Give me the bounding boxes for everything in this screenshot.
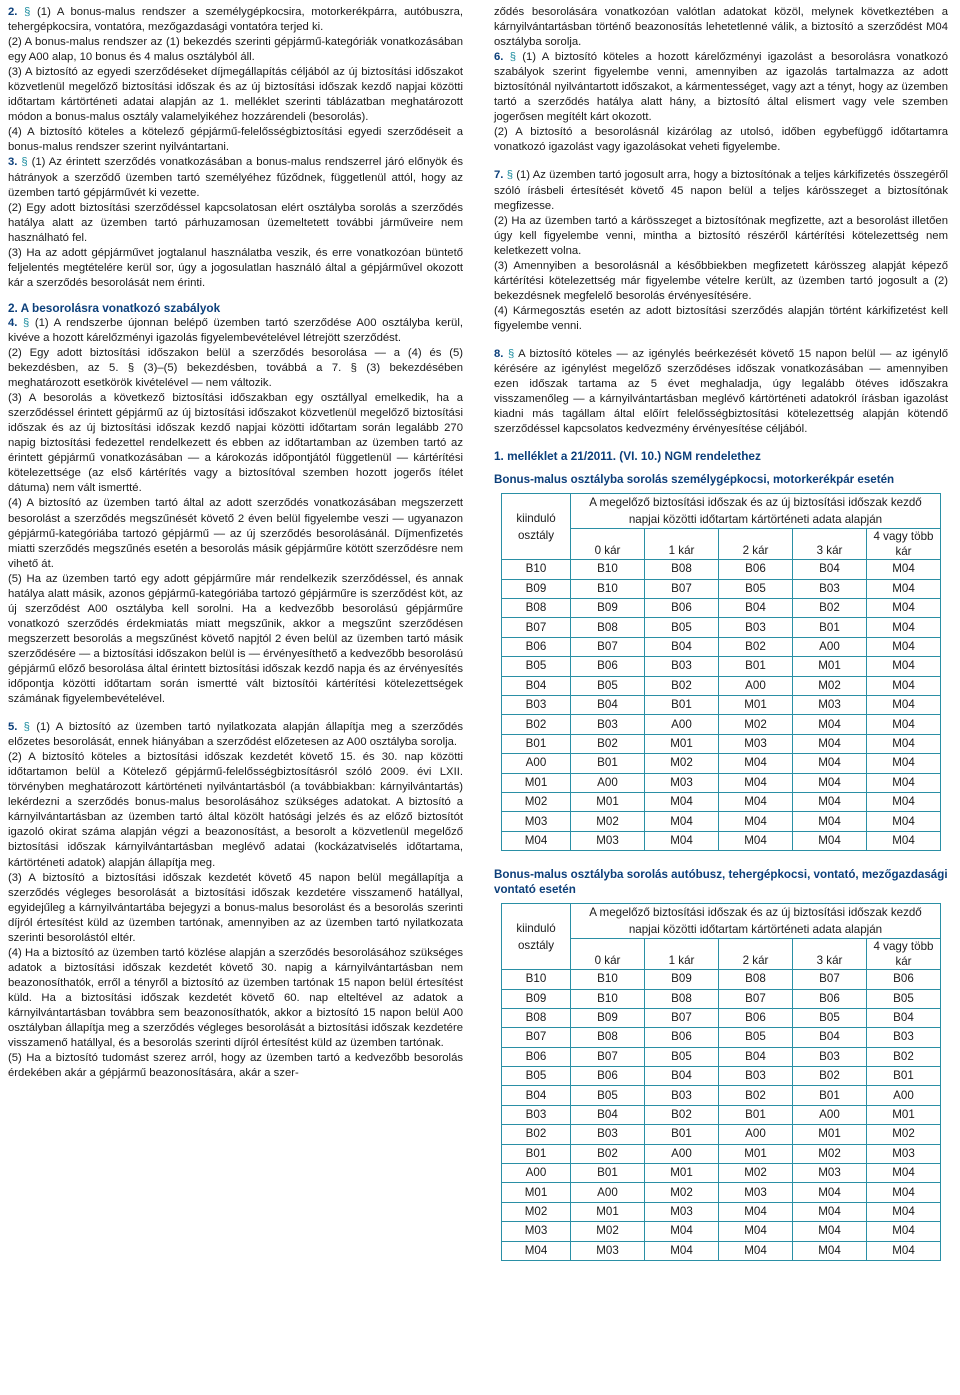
- result-class-cell: M01: [719, 696, 793, 715]
- result-class-cell: M04: [793, 812, 867, 831]
- result-class-cell: B04: [793, 560, 867, 579]
- paragraph: [8, 316, 463, 346]
- result-class-cell: B01: [571, 1164, 645, 1183]
- table-row: [502, 1241, 941, 1260]
- result-class-cell: M04: [867, 754, 941, 773]
- table-row: [502, 831, 941, 850]
- right-column-text: [494, 5, 948, 437]
- start-class-cell: B06: [502, 637, 571, 656]
- result-class-cell: B03: [719, 618, 793, 637]
- result-class-cell: M03: [645, 1202, 719, 1221]
- result-class-cell: B09: [645, 970, 719, 989]
- paragraph: [494, 347, 948, 437]
- result-class-cell: M04: [867, 618, 941, 637]
- result-class-cell: B06: [645, 599, 719, 618]
- table-row: [502, 676, 941, 695]
- header-claims-count: 3 kár: [793, 939, 867, 970]
- result-class-cell: M04: [867, 1183, 941, 1202]
- section-sign: §: [17, 6, 31, 18]
- table-row: [502, 1125, 941, 1144]
- result-class-cell: M01: [571, 792, 645, 811]
- paragraph-text: (2) Egy adott biztosítási szerződéssel kapcsolatosan elért osztályba sorolás a szerződés hatálya alatt az üzemben tartó párhuzamosan üzemeltetett további járműveire nem használható fel.: [8, 201, 463, 244]
- table-row: [502, 1008, 941, 1027]
- table-row: [502, 618, 941, 637]
- paragraph: [494, 168, 948, 213]
- result-class-cell: B06: [793, 989, 867, 1008]
- result-class-cell: B07: [719, 989, 793, 1008]
- paragraph: [8, 5, 463, 35]
- result-class-cell: M04: [793, 1183, 867, 1202]
- header-claims-count: 0 kár: [571, 939, 645, 970]
- result-class-cell: M02: [645, 754, 719, 773]
- paragraph-text: (3) A biztosító az egyedi szerződéseket díjmegállapítás céljából az új biztosítási időszakot közvetlenül megelőző biztosítási időszak és az új biztosítási időszak kezdő napjai közötti időtartam kártörténeti adatai alapján az 1. melléklet szerinti táblázatban meghatározott módon a bonus-malus osztály valamelyikéhez hozzárendeli (besorolás).: [8, 66, 463, 124]
- result-class-cell: B08: [645, 560, 719, 579]
- start-class-cell: B03: [502, 696, 571, 715]
- table-row: [502, 754, 941, 773]
- result-class-cell: M04: [867, 676, 941, 695]
- start-class-cell: B10: [502, 560, 571, 579]
- start-class-cell: A00: [502, 754, 571, 773]
- annex-title: 1. melléklet a 21/2011. (VI. 10.) NGM rendelethez: [494, 449, 761, 464]
- paragraph: [8, 572, 463, 707]
- result-class-cell: M04: [867, 1202, 941, 1221]
- result-class-cell: B05: [793, 1008, 867, 1027]
- result-class-cell: M04: [867, 637, 941, 656]
- start-class-cell: M03: [502, 812, 571, 831]
- result-class-cell: M04: [867, 657, 941, 676]
- paragraph: [8, 871, 463, 946]
- result-class-cell: B05: [867, 989, 941, 1008]
- paragraph: [494, 50, 948, 125]
- table-row: [502, 696, 941, 715]
- result-class-cell: M04: [867, 734, 941, 753]
- paragraph: [494, 304, 948, 334]
- result-class-cell: B06: [719, 560, 793, 579]
- paragraph-text: (2) A biztosító a besorolásnál kizárólag az utolsó, időben egybefüggő időtartamra vonatkozó igazolást vagy igazolásokat veheti figyelembe.: [494, 126, 948, 154]
- result-class-cell: M04: [645, 792, 719, 811]
- start-class-cell: A00: [502, 1164, 571, 1183]
- paragraph: [8, 346, 463, 391]
- result-class-cell: B10: [571, 989, 645, 1008]
- result-class-cell: B07: [571, 1047, 645, 1066]
- result-class-cell: A00: [645, 1144, 719, 1163]
- paragraph-text: (2) Egy adott biztosítási időszakon belül a szerződés besorolása — a (4) és (5) bekezdésben, az 5. § (3)–(5) bekezdésben, továbbá a 7. § (3) bekezdésében meghatározott esetkörök kivételével — nem változik.: [8, 346, 463, 390]
- paragraph-text: (1) A rendszerbe újonnan belépő üzemben tartó szerződése A00 osztályba kerül, kivéve a hozott kárelőzményi igazolás figyelembevételével létrejött szerződést.: [8, 316, 463, 344]
- result-class-cell: M01: [571, 1202, 645, 1221]
- result-class-cell: M04: [719, 773, 793, 792]
- result-class-cell: M04: [719, 812, 793, 831]
- table-row: [502, 657, 941, 676]
- header-claims-count: 1 kár: [645, 529, 719, 560]
- result-class-cell: B02: [793, 1067, 867, 1086]
- result-class-cell: M04: [719, 1241, 793, 1260]
- result-class-cell: M01: [793, 1125, 867, 1144]
- paragraph-text: (2) A bonus-malus rendszer az (1) bekezdés szerinti gépjármű-kategóriák vonatkozásában egy A00 alap, 10 bonus és 4 malus osztályból áll.: [8, 36, 463, 64]
- table-row: [502, 560, 941, 579]
- paragraph: [8, 750, 463, 870]
- result-class-cell: B05: [645, 618, 719, 637]
- result-class-cell: M04: [645, 1222, 719, 1241]
- start-class-cell: B01: [502, 734, 571, 753]
- result-class-cell: B02: [719, 637, 793, 656]
- paragraph-text: (4) Ha a biztosító az üzemben tartó közlése alapján a szerződés besorolásához szükséges adatok a biztosítási időszak kezdetét követő 30. napig a kárnyilvántartásban nem beazonosíthatók, erről a tényről a biztosító az üzemben tartónak 15 napon belül értesítést küld. Ha a biztosítási időszak kezdetét követő 60. nap elteltével az adatok a kárnyilvántartásban továbbra sem beazonosíthatók, akkor a biztosító 15 napon belül A00 osztályban állapítja meg a szerződés végleges besorolását a biztosítási időszak kezdetére visszamenő hatállyal, és a besorolás szerinti díjról értesítést küld az üzemben tartónak.: [8, 946, 463, 1050]
- result-class-cell: B02: [645, 676, 719, 695]
- result-class-cell: B02: [867, 1047, 941, 1066]
- header-claims-count: 4 vagy több kár: [867, 529, 941, 560]
- table-row: [502, 1067, 941, 1086]
- result-class-cell: M04: [645, 1241, 719, 1260]
- table-row: [502, 1202, 941, 1221]
- section-sign: §: [17, 316, 30, 329]
- section-sign: §: [503, 347, 515, 360]
- paragraph-text: (3) A biztosító a biztosítási időszak kezdetét követő 45 napon belül megállapítja a szerződés végleges besorolását a biztosítási időszak kezdetére visszamenő hatállyal, egyidejűleg a kárnyilvántartába bejegyzi a bonus-malus besorolást és a besorolás szerinti díjról értesítést küld az üzemben tartónak, amennyiben az az üzemben tartó nyilatkozata szerinti besorolástól eltér.: [8, 871, 463, 944]
- result-class-cell: M04: [793, 754, 867, 773]
- paragraph-text: (3) Ha az adott gépjárművet jogtalanul használatba veszik, és erre vonatkozóan büntető feljelentés megtételére kerül sor, úgy a jogosulatlan használó által a gépjárművel okozott kár a szerződés besorolását nem érinti.: [8, 246, 463, 289]
- result-class-cell: B07: [645, 1008, 719, 1027]
- result-class-cell: M04: [867, 560, 941, 579]
- result-class-cell: M02: [719, 1164, 793, 1183]
- section-number: 5.: [8, 721, 18, 734]
- result-class-cell: B03: [867, 1028, 941, 1047]
- table-row: [502, 637, 941, 656]
- result-class-cell: M04: [793, 831, 867, 850]
- result-class-cell: M04: [793, 1241, 867, 1260]
- section-sign: §: [503, 169, 513, 182]
- result-class-cell: M03: [793, 1164, 867, 1183]
- table-row: [502, 715, 941, 734]
- result-class-cell: M01: [645, 1164, 719, 1183]
- table-row: [502, 1086, 941, 1105]
- start-class-cell: B06: [502, 1047, 571, 1066]
- start-class-cell: B01: [502, 1144, 571, 1163]
- header-claims-count: 3 kár: [793, 529, 867, 560]
- header-start-class: kiinduló osztály: [502, 904, 571, 970]
- result-class-cell: M04: [793, 1222, 867, 1241]
- result-class-cell: B05: [571, 676, 645, 695]
- paragraph: [494, 5, 948, 50]
- result-class-cell: B06: [571, 657, 645, 676]
- result-class-cell: M02: [571, 812, 645, 831]
- result-class-cell: M04: [793, 734, 867, 753]
- paragraph-text: (3) A besorolás a következő biztosítási időszakban egy osztállyal emelkedik, ha a szerződéssel érintett gépjármű az új biztosítási időszakot közvetlenül megelőző biztosítási időszak és az új biztosítási időszak kezdő napjai közötti időtartam során legalább 270 napig biztosítási fedezettel rendelkezett és ebben az időtartamban az üzemben tartó az érintett gépjármű vonatkozásában — a károkozás időpontjától függetlenül — kártérítési kötelezettsége (az első kártérítés vagy a biztosítóval szemben hozott jogerős ítélet dátuma) nem vált ismertté.: [8, 392, 463, 495]
- paragraph: [8, 246, 463, 291]
- start-class-cell: M03: [502, 1222, 571, 1241]
- result-class-cell: B02: [645, 1105, 719, 1124]
- paragraph-text: (2) Ha az üzemben tartó a kárösszeget a biztosítónak megfizette, azt a besorolást illetően úgy kell figyelembe venni, mintha a biztosító részéről kártérítési kötelezettség nem keletkezett volna.: [494, 214, 948, 257]
- header-claims-period: A megelőző biztosítási időszak és az új biztosítási időszak kezdő napjai közötti időtartam kártörténeti adata alapján: [571, 494, 941, 529]
- paragraph-text: (5) Ha az üzemben tartó egy adott gépjárműre már rendelkezik szerződéssel, és annak hatálya alatt másik, azonos gépjármű-kategóriába tartozó gépjárműre is szerződést köt, az új szerződést A00 osztályba kell sorolni. Ha a kedvezőbb besorolású gépjárműre vonatkozó szerződés érdekmiatás miatt megszűnik, akkor a megszűnt szerződésen megszerzett besorolás a megszűnést követő napjtól 2 éven belül az üzemben tartó másik szerződésére — a biztosítási időszakon belül is — érvényesíthető a kedvezőbb besorolású gépjármű előző besorolása által érintett biztosítási időszak kezdő napja és az érvényesítés időpontja közötti időtartam során ismertté vált biztosítói kártérítési kötelezettségek számának figyelembevételével.: [8, 572, 463, 706]
- result-class-cell: M02: [571, 1222, 645, 1241]
- header-claims-count: 0 kár: [571, 529, 645, 560]
- start-class-cell: B03: [502, 1105, 571, 1124]
- result-class-cell: M03: [867, 1144, 941, 1163]
- result-class-cell: B02: [793, 599, 867, 618]
- paragraph: [8, 65, 463, 125]
- paragraph-text: (1) A biztosító az üzemben tartó nyilatkozata alapján állapítja meg a szerződés előzetes besorolását, ennek hiányában a szerződést előzetesen az A00 osztályba sorolja.: [8, 721, 463, 749]
- result-class-cell: B05: [719, 1028, 793, 1047]
- result-class-cell: A00: [571, 773, 645, 792]
- result-class-cell: A00: [793, 1105, 867, 1124]
- result-class-cell: M04: [793, 715, 867, 734]
- table-passenger-car-motorcycle: [501, 493, 941, 851]
- result-class-cell: B08: [645, 989, 719, 1008]
- result-class-cell: B07: [793, 970, 867, 989]
- paragraph: [8, 496, 463, 571]
- paragraph: [8, 946, 463, 1051]
- result-class-cell: M03: [571, 831, 645, 850]
- result-class-cell: B04: [645, 637, 719, 656]
- result-class-cell: M04: [867, 1164, 941, 1183]
- paragraph: [494, 259, 948, 304]
- result-class-cell: B08: [571, 618, 645, 637]
- result-class-cell: B10: [571, 579, 645, 598]
- result-class-cell: M04: [719, 792, 793, 811]
- result-class-cell: A00: [645, 715, 719, 734]
- result-class-cell: B07: [571, 637, 645, 656]
- result-class-cell: A00: [571, 1183, 645, 1202]
- section-sign: §: [17, 721, 30, 734]
- result-class-cell: B04: [867, 1008, 941, 1027]
- table-row: [502, 599, 941, 618]
- start-class-cell: M04: [502, 1241, 571, 1260]
- result-class-cell: B01: [645, 1125, 719, 1144]
- result-class-cell: M02: [793, 676, 867, 695]
- table2-caption: Bonus-malus osztályba sorolás autóbusz, tehergépkocsi, vontató, mezőgazdasági vontató esetén: [494, 868, 948, 897]
- table-row: [502, 1105, 941, 1124]
- result-class-cell: M04: [867, 792, 941, 811]
- header-start-class: kiinduló osztály: [502, 494, 571, 560]
- result-class-cell: B03: [793, 579, 867, 598]
- result-class-cell: B06: [719, 1008, 793, 1027]
- table-row: [502, 1222, 941, 1241]
- header-claims-count: 4 vagy több kár: [867, 939, 941, 970]
- result-class-cell: M01: [867, 1105, 941, 1124]
- paragraph-text: (5) Ha a biztosító tudomást szerez arról, hogy az üzemben tartó a kedvezőbb besorolás érdekében akár a gépjármű beazonosítására, akár a szer-: [8, 1052, 463, 1080]
- result-class-cell: M04: [793, 792, 867, 811]
- result-class-cell: B08: [571, 1028, 645, 1047]
- result-class-cell: M04: [867, 696, 941, 715]
- result-class-cell: B03: [571, 715, 645, 734]
- section-number: 4.: [8, 316, 18, 329]
- result-class-cell: B06: [867, 970, 941, 989]
- start-class-cell: M02: [502, 1202, 571, 1221]
- start-class-cell: B08: [502, 599, 571, 618]
- paragraph-text: (1) Az üzemben tartó jogosult arra, hogy a biztosítónak a teljes kárkifizetés összegéről szóló írásbeli értesítését követő 45 napon belül a teljes kárösszeget a biztosítónak megfizesse.: [494, 169, 949, 212]
- result-class-cell: A00: [867, 1086, 941, 1105]
- result-class-cell: B03: [571, 1125, 645, 1144]
- result-class-cell: M04: [867, 773, 941, 792]
- result-class-cell: M01: [645, 734, 719, 753]
- result-class-cell: B01: [571, 754, 645, 773]
- start-class-cell: B09: [502, 989, 571, 1008]
- left-column: [8, 5, 463, 1081]
- result-class-cell: M04: [719, 1222, 793, 1241]
- start-class-cell: B02: [502, 1125, 571, 1144]
- result-class-cell: A00: [719, 676, 793, 695]
- paragraph-text: (2) A biztosító köteles a biztosítási időszak kezdetét követő 15. és 30. nap közötti időtartamon belül a Kötelező gépjármű-felelősségbiztosításról szóló 2009. évi LXII. törvényben meghatározott kártörténeti nyilvántartásból (a továbbiakban: kárnyilvántartás) lekérdezni a szerződés bonus-malus besorolásához szükséges adatokat. A biztosító a kárnyilvántartásban az üzemben tartó által közölt hatósági jelzés és az előző biztosítót igazoló okirat száma alapján végzi a beazonosítást, a besorolt a közvetlenül megelőző biztosítási időszak kárnyilvántartásban meglévő adatai (kockázatviselés időtartama, kártörténeti adatok) alapján állapítja meg.: [8, 751, 463, 869]
- start-class-cell: M01: [502, 1183, 571, 1202]
- result-class-cell: M04: [645, 831, 719, 850]
- table-row: [502, 1047, 941, 1066]
- result-class-cell: M04: [719, 831, 793, 850]
- result-class-cell: B03: [793, 1047, 867, 1066]
- result-class-cell: M01: [793, 657, 867, 676]
- result-class-cell: B02: [571, 734, 645, 753]
- start-class-cell: B07: [502, 618, 571, 637]
- result-class-cell: M02: [793, 1144, 867, 1163]
- start-class-cell: B04: [502, 676, 571, 695]
- start-class-cell: B07: [502, 1028, 571, 1047]
- result-class-cell: B01: [793, 618, 867, 637]
- paragraph-text: (4) A biztosító köteles a kötelező gépjármű-felelősségbiztosítási egyedi szerződéseit a bonus-malus rendszer szerint nyilvántartani.: [8, 126, 463, 154]
- result-class-cell: M03: [719, 1183, 793, 1202]
- paragraph: [8, 391, 463, 496]
- section-sign: §: [17, 156, 28, 169]
- result-class-cell: B10: [571, 560, 645, 579]
- result-class-cell: B01: [867, 1067, 941, 1086]
- result-class-cell: A00: [793, 637, 867, 656]
- result-class-cell: B08: [719, 970, 793, 989]
- table-row: [502, 1183, 941, 1202]
- result-class-cell: B05: [571, 1086, 645, 1105]
- result-class-cell: B02: [571, 1144, 645, 1163]
- result-class-cell: M04: [867, 599, 941, 618]
- result-class-cell: M01: [719, 1144, 793, 1163]
- result-class-cell: B03: [645, 657, 719, 676]
- result-class-cell: B04: [571, 696, 645, 715]
- result-class-cell: B06: [571, 1067, 645, 1086]
- section-heading: 2. A besorolásra vonatkozó szabályok: [8, 300, 221, 315]
- start-class-cell: M04: [502, 831, 571, 850]
- section-number: 7.: [494, 169, 504, 182]
- paragraph: [8, 720, 463, 750]
- result-class-cell: M04: [719, 1202, 793, 1221]
- result-class-cell: B05: [719, 579, 793, 598]
- table-row: [502, 989, 941, 1008]
- result-class-cell: M04: [645, 812, 719, 831]
- result-class-cell: B04: [571, 1105, 645, 1124]
- table-row: [502, 734, 941, 753]
- table-row: [502, 970, 941, 989]
- start-class-cell: B02: [502, 715, 571, 734]
- start-class-cell: M01: [502, 773, 571, 792]
- paragraph: [8, 155, 463, 200]
- result-class-cell: B05: [645, 1047, 719, 1066]
- paragraph: [8, 35, 463, 65]
- section-number: 6.: [494, 51, 504, 64]
- paragraph-text: (1) A biztosító köteles a hozott kárelőzményi igazolást a besorolásra vonatkozó szabályok szerint figyelembe venni, amennyiben az igazolás tartalmazza az adott biztosítónál nyilvántartott időszakot, a kármentességet, vagy azt a tényt, hogy az üzemben tartó a szerződés hatálya alatt hány, a biztosító által elismert vagy vele szemben jogerősen megítélt kárt okozott.: [494, 51, 948, 124]
- result-class-cell: B01: [719, 657, 793, 676]
- result-class-cell: M04: [793, 773, 867, 792]
- result-class-cell: B02: [719, 1086, 793, 1105]
- result-class-cell: B04: [793, 1028, 867, 1047]
- table-row: [502, 1164, 941, 1183]
- paragraph-text: (3) Amennyiben a besorolásnál a későbbiekben megfizetett kárösszeg alapját képező kártérítési kötelezettség már figyelembe vételre került, az üzemben tartó jogosult a (2) bekezdésnek megfelelő besorolás érvényesítésére.: [494, 259, 948, 302]
- start-class-cell: B05: [502, 1067, 571, 1086]
- header-claims-count: 2 kár: [719, 939, 793, 970]
- result-class-cell: B01: [645, 696, 719, 715]
- result-class-cell: M03: [793, 696, 867, 715]
- result-class-cell: M04: [867, 1241, 941, 1260]
- result-class-cell: M04: [867, 1222, 941, 1241]
- result-class-cell: M04: [867, 812, 941, 831]
- result-class-cell: B09: [571, 1008, 645, 1027]
- right-column: [494, 5, 948, 1261]
- paragraph: [8, 125, 463, 155]
- header-claims-count: 1 kár: [645, 939, 719, 970]
- result-class-cell: M02: [719, 715, 793, 734]
- result-class-cell: B03: [645, 1086, 719, 1105]
- section-number: 3.: [8, 156, 18, 169]
- paragraph: [8, 1051, 463, 1081]
- result-class-cell: B07: [645, 579, 719, 598]
- table-row: [502, 1144, 941, 1163]
- table-bus-truck-tractor: [501, 903, 941, 1261]
- result-class-cell: B09: [571, 599, 645, 618]
- section-number: 2.: [8, 6, 18, 18]
- paragraph: [494, 214, 948, 259]
- paragraph-text: A biztosító köteles — az igénylés beérkezését követő 15 napon belül — az igénylő kérésére az igénylést megelőző szerződéses időszak vonatkozásában — amennyiben ezen időszak tartama az 5 évet meghaladja, úgy legalább ötéves időszakra visszamenőleg — a kárnyilvántartásban meglévő kártörténeti adatokról írásban igazolást kiadni más tagállam által előírt felelősségbiztosítási kötelezettség alapján kötendő szerződéssel kapcsolatos kedvezmény érvényesítése céljából.: [494, 347, 948, 436]
- paragraph: [494, 125, 948, 155]
- header-claims-period: A megelőző biztosítási időszak és az új biztosítási időszak kezdő napjai közötti időtartam kártörténeti adata alapján: [571, 904, 941, 939]
- result-class-cell: M04: [867, 579, 941, 598]
- table-row: [502, 792, 941, 811]
- result-class-cell: M02: [645, 1183, 719, 1202]
- result-class-cell: M04: [793, 1202, 867, 1221]
- result-class-cell: M02: [867, 1125, 941, 1144]
- result-class-cell: B01: [719, 1105, 793, 1124]
- paragraph-text: (1) A bonus-malus rendszer a személygépkocsira, motorkerékpárra, autóbuszra, tehergépkocsira, vontatóra, mezőgazdasági vontatóra terjed ki.: [8, 6, 463, 34]
- section-number: 8.: [494, 347, 504, 360]
- result-class-cell: M04: [867, 831, 941, 850]
- result-class-cell: M04: [719, 754, 793, 773]
- start-class-cell: B04: [502, 1086, 571, 1105]
- result-class-cell: M03: [571, 1241, 645, 1260]
- section-sign: §: [503, 51, 516, 64]
- start-class-cell: B05: [502, 657, 571, 676]
- paragraph-text: ződés besorolására vonatkozóan valótlan adatokat közöl, melynek következtében a kárnyilvántartásban történő beazonosítás lehetetlenné válik, a biztosító a szerződést M04 osztályba sorolja.: [494, 6, 948, 49]
- paragraph: [8, 201, 463, 246]
- paragraph-text: (1) Az érintett szerződés vonatkozásában a bonus-malus rendszerrel járó előnyök és hátrányok a szerződő üzemben tartó személyéhez fűződnek, függetlenül attól, hogy az üzemben tartó gépjárművét ki vezette.: [8, 156, 464, 199]
- result-class-cell: B01: [793, 1086, 867, 1105]
- result-class-cell: B04: [719, 599, 793, 618]
- start-class-cell: M02: [502, 792, 571, 811]
- result-class-cell: M03: [645, 773, 719, 792]
- table-row: [502, 579, 941, 598]
- start-class-cell: B10: [502, 970, 571, 989]
- result-class-cell: B10: [571, 970, 645, 989]
- result-class-cell: M03: [719, 734, 793, 753]
- paragraph-text: (4) A biztosító az üzemben tartó által az adott szerződés vonatkozásában megszerzett besorolást a szerződés megszűnését követő 2 éven belül figyelembe veszi — ugyanazon gépjármű-kategóriába tartozó gépjármű — az új szerződés besorolásánál. Díjmenfizetés miatti szerződés megszűnés esetén a besorolás másik gépjárműre kötött szerződésre nem vihető át.: [8, 497, 463, 570]
- result-class-cell: B04: [645, 1067, 719, 1086]
- start-class-cell: B08: [502, 1008, 571, 1027]
- result-class-cell: B04: [719, 1047, 793, 1066]
- table-row: [502, 1028, 941, 1047]
- table-row: [502, 773, 941, 792]
- header-claims-count: 2 kár: [719, 529, 793, 560]
- result-class-cell: B03: [719, 1067, 793, 1086]
- result-class-cell: B06: [645, 1028, 719, 1047]
- start-class-cell: B09: [502, 579, 571, 598]
- result-class-cell: M04: [867, 715, 941, 734]
- result-class-cell: A00: [719, 1125, 793, 1144]
- table1-caption: Bonus-malus osztályba sorolás személygépkocsi, motorkerékpár esetén: [494, 473, 895, 487]
- table-row: [502, 812, 941, 831]
- paragraph-text: (4) Kármegosztás esetén az adott biztosítási szerződés alapján történt kárkifizetést kell figyelembe venni.: [494, 304, 948, 332]
